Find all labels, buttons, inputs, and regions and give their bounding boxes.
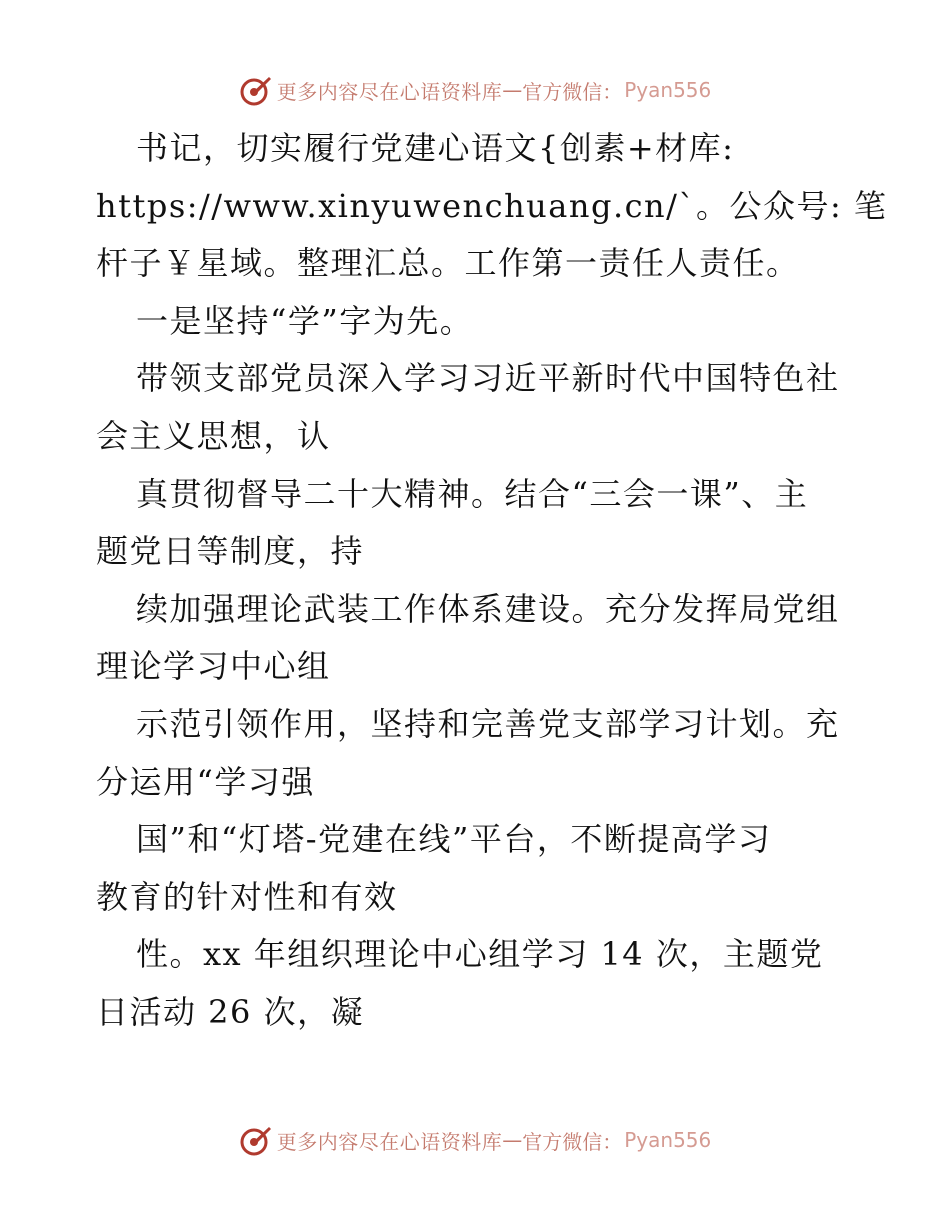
text-line: 一是坚持“学”字为先。 (136, 301, 474, 340)
text-line: 书记，切实履行党建心语文{创素+材库: (136, 129, 735, 167)
watermark-wechat-id: Pyan556 (624, 1128, 712, 1152)
text-line: 带领支部党员深入学习习近平新时代中国特色社 (136, 359, 840, 398)
text-line: 示范引领作用，坚持和完善党支部学习计划。充 (136, 704, 840, 743)
text-line: 日活动 26 次，凝 (96, 992, 365, 1031)
watermark-brand: 更多内容尽在心语资料库 (276, 1129, 503, 1154)
text-line: 理论学习中心组 (96, 647, 331, 686)
watermark-separator: — (502, 78, 523, 102)
text-line: 题党日等制度，持 (96, 532, 365, 571)
watermark-separator: — (502, 1128, 523, 1152)
text-line: 国”和“灯塔-党建在线”平台，不断提高学习 (136, 820, 772, 859)
document-body (96, 120, 888, 1042)
text-line: 真贯彻督导二十大精神。结合“三会一课”、主 (136, 474, 809, 513)
text-line: https://www.xinyuwenchuang.cn/`。公众号: 笔 (96, 186, 888, 225)
text-line: 杆子￥星域。整理汇总。工作第一责任人责任。 (96, 244, 800, 283)
text-line: 会主义思想，认 (96, 416, 331, 455)
watermark-official-label: 官方微信： (522, 79, 623, 104)
text-line: 续加强理论武装工作体系建设。充分发挥局党组 (136, 589, 840, 628)
pen-circle-icon (239, 73, 273, 107)
watermark-brand: 更多内容尽在心语资料库 (276, 79, 503, 104)
text-line: 分运用“学习强 (96, 762, 315, 801)
text-line: 性。xx 年组织理论中心组学习 14 次，主题党 (136, 935, 824, 974)
watermark-official-label: 官方微信： (522, 1129, 623, 1154)
text-line: 教育的针对性和有效 (96, 877, 398, 916)
pen-circle-icon (239, 1123, 273, 1157)
watermark-wechat-id: Pyan556 (624, 78, 712, 102)
footer-watermark (0, 1120, 950, 1160)
header-watermark (0, 70, 950, 110)
